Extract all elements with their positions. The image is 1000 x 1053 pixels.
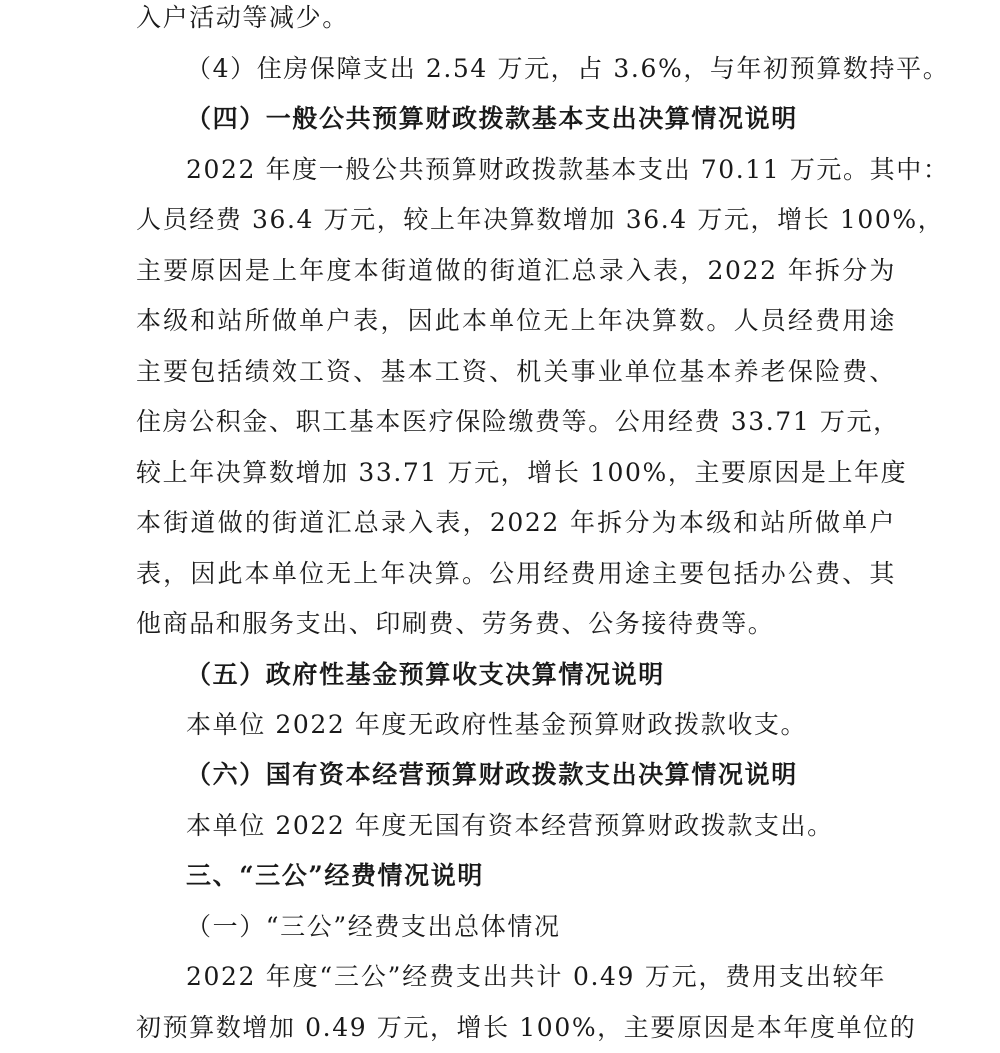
section-heading: （四）一般公共预算财政拨款基本支出决算情况说明 xyxy=(186,104,798,133)
paragraph-line: 本单位 2022 年度无政府性基金预算财政拨款收支。 xyxy=(186,710,808,739)
paragraph-line: 2022 年度“三公”经费支出共计 0.49 万元，费用支出较年 xyxy=(186,962,886,991)
subsection-heading: （一）“三公”经费支出总体情况 xyxy=(186,912,561,941)
paragraph-line: 主要包括绩效工资、基本工资、机关事业单位基本养老保险费、 xyxy=(136,357,896,386)
paragraph-line: 入户活动等减少。 xyxy=(136,3,349,32)
paragraph-line: 本级和站所做单户表，因此本单位无上年决算数。人员经费用途 xyxy=(136,306,896,335)
paragraph-line: 表，因此本单位无上年决算。公用经费用途主要包括办公费、其 xyxy=(136,559,896,588)
paragraph-line: 人员经费 36.4 万元，较上年决算数增加 36.4 万元，增长 100%， xyxy=(136,205,945,234)
paragraph-line: 主要原因是上年度本街道做的街道汇总录入表，2022 年拆分为 xyxy=(136,256,896,285)
paragraph-line: 较上年决算数增加 33.71 万元，增长 100%，主要原因是上年度 xyxy=(136,458,908,487)
paragraph-line: （4）住房保障支出 2.54 万元，占 3.6%，与年初预算数持平。 xyxy=(186,54,950,83)
chapter-heading: 三、“三公”经费情况说明 xyxy=(186,861,484,890)
paragraph-line: 本单位 2022 年度无国有资本经营预算财政拨款支出。 xyxy=(186,811,834,840)
paragraph-line: 他商品和服务支出、印刷费、劳务费、公务接待费等。 xyxy=(136,609,775,638)
paragraph-line: 初预算数增加 0.49 万元，增长 100%，主要原因是本年度单位的 xyxy=(136,1013,917,1042)
section-heading: （六）国有资本经营预算财政拨款支出决算情况说明 xyxy=(186,760,798,789)
paragraph-line: 本街道做的街道汇总录入表，2022 年拆分为本级和站所做单户 xyxy=(136,508,896,537)
paragraph-line: 2022 年度一般公共预算财政拨款基本支出 70.11 万元。其中： xyxy=(186,155,950,184)
section-heading: （五）政府性基金预算收支决算情况说明 xyxy=(186,660,665,689)
paragraph-line: 住房公积金、职工基本医疗保险缴费等。公用经费 33.71 万元， xyxy=(136,407,900,436)
